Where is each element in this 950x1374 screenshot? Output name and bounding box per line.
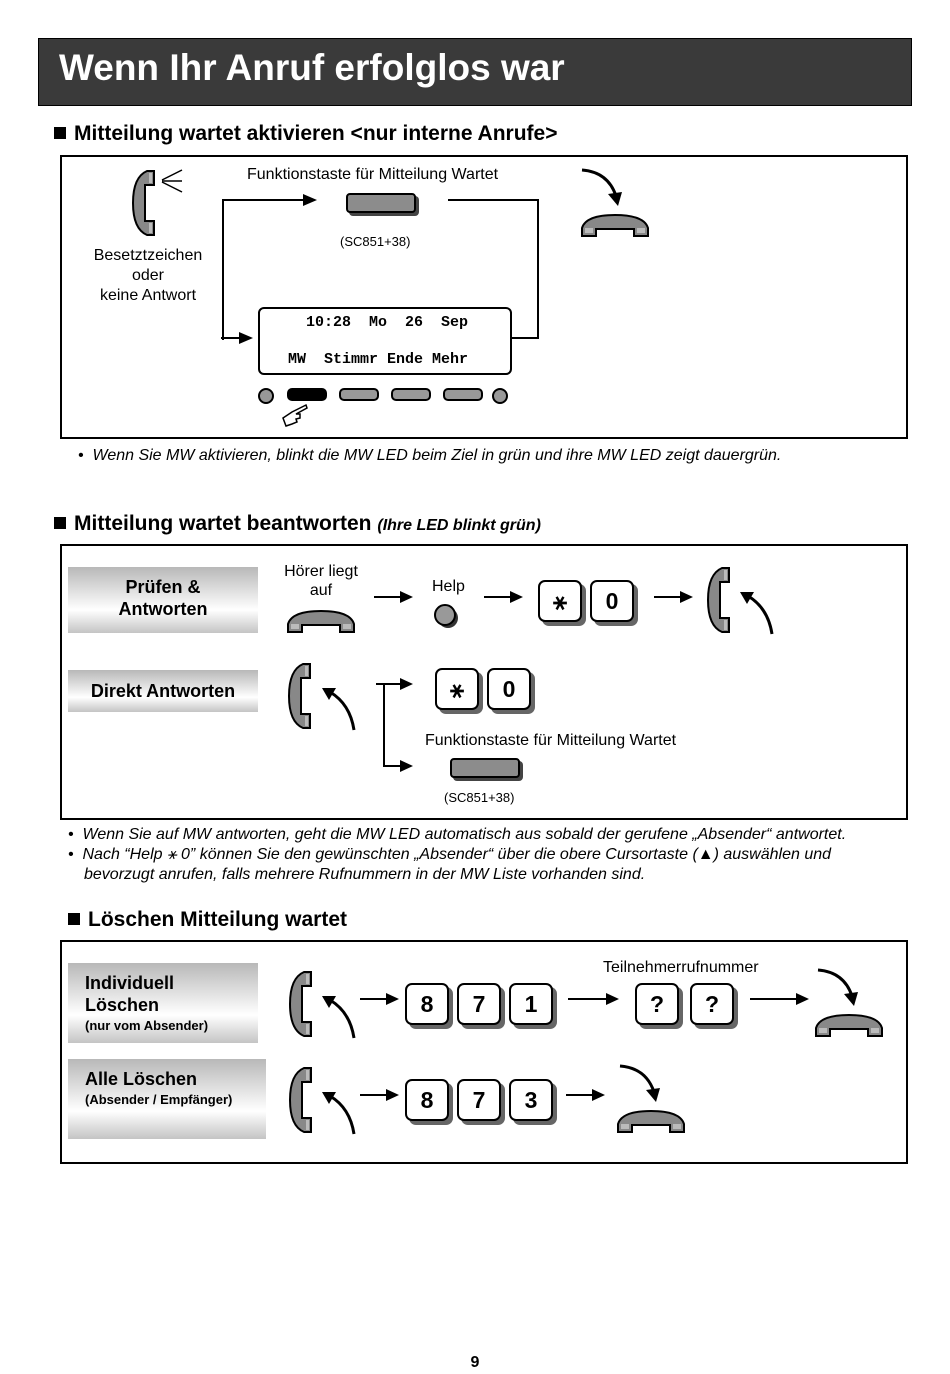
- key-3[interactable]: 3: [509, 1079, 553, 1121]
- handset-down-icon: [580, 212, 650, 238]
- fkey-label: Funktionstaste für Mitteilung Wartet: [247, 166, 499, 183]
- key-7[interactable]: 7: [457, 983, 501, 1025]
- arrow-right-icon: [654, 590, 694, 604]
- handset-up-icon: [287, 1066, 313, 1134]
- arrow-right-icon: [360, 992, 400, 1006]
- key-8[interactable]: 8: [405, 1079, 449, 1121]
- section3-heading: Löschen Mitteilung wartet: [68, 908, 347, 932]
- help-button[interactable]: [432, 602, 464, 632]
- delete-all-label: Alle Löschen (Absender / Empfänger): [68, 1059, 266, 1139]
- check-answer-label: Prüfen & Antworten: [68, 567, 258, 633]
- handset-down-icon: [814, 1012, 884, 1038]
- section1-heading: Mitteilung wartet aktivieren <nur interne Anrufe>: [54, 122, 557, 146]
- section2-note-2: • Nach “Help ⚹ 0” können Sie den gewünschten „Absender“ über die obere Cursortaste (▲) auswählen und: [68, 846, 832, 863]
- arrow-right-icon: [750, 992, 812, 1006]
- help-label: Help: [432, 578, 465, 595]
- lift-arrow-icon: [736, 588, 776, 636]
- lcd-display: [258, 307, 512, 375]
- handset-up-icon: [130, 168, 156, 238]
- square-bullet-icon: [68, 913, 80, 925]
- fkey-code: (SC851+38): [340, 234, 411, 249]
- hang-up-arrow-icon: [580, 166, 624, 210]
- hang-up-arrow-icon: [816, 966, 860, 1010]
- key-7[interactable]: 7: [457, 1079, 501, 1121]
- arrow-right-icon: [568, 992, 620, 1006]
- lift-arrow-icon: [318, 1088, 358, 1136]
- arrow-right-icon: [374, 590, 414, 604]
- handset-down-icon: [286, 608, 356, 634]
- section2-note-1: • Wenn Sie auf MW antworten, geht die MW LED automatisch aus sobald der gerufene „Absender“ antwortet.: [68, 826, 847, 843]
- lift-arrow-icon: [318, 684, 358, 732]
- busy-signal-icon: [160, 168, 186, 194]
- fkey-label: Funktionstaste für Mitteilung Wartet: [425, 732, 677, 749]
- lcd-line-1: 10:28 Mo 26 Sep: [306, 314, 469, 331]
- digit-key-unknown[interactable]: ?: [635, 983, 679, 1025]
- arrow-right-icon: [566, 1088, 606, 1102]
- fkey-code: (SC851+38): [444, 790, 515, 805]
- arrow-right-icon: [484, 590, 524, 604]
- hang-up-arrow-icon: [618, 1062, 662, 1106]
- handset-up-icon: [705, 566, 731, 634]
- pointing-hand-icon: [280, 402, 308, 428]
- page-title: Wenn Ihr Anruf erfolglos war: [59, 47, 565, 88]
- individual-delete-label: Individuell Löschen (nur vom Absender): [68, 963, 258, 1043]
- handset-up-icon: [287, 970, 313, 1038]
- mw-function-key[interactable]: [346, 193, 416, 213]
- section2-note-2-cont: bevorzugt anrufen, falls mehrere Rufnummern in der MW Liste vorhanden sind.: [84, 866, 646, 883]
- direct-answer-label: Direkt Antworten: [68, 670, 258, 712]
- star-key[interactable]: ⚹: [435, 668, 479, 710]
- lcd-line-2: MW Stimmr Ende Mehr: [288, 351, 469, 368]
- page-title-bar: [38, 38, 912, 106]
- digit-key-unknown[interactable]: ?: [690, 983, 734, 1025]
- square-bullet-icon: [54, 127, 66, 139]
- section1-note: • Wenn Sie MW aktivieren, blinkt die MW LED beim Ziel in grün und ihre MW LED zeigt dauergrün.: [78, 447, 782, 464]
- extension-number-label: Teilnehmerrufnummer: [603, 959, 759, 976]
- hoerer-liegt-auf-label: Hörer liegt auf: [284, 563, 358, 599]
- key-1[interactable]: 1: [509, 983, 553, 1025]
- section2-heading: Mitteilung wartet beantworten (Ihre LED blinkt grün): [54, 512, 541, 536]
- star-key[interactable]: ⚹: [538, 580, 582, 622]
- square-bullet-icon: [54, 517, 66, 529]
- handset-down-icon: [616, 1108, 686, 1134]
- branch-arrows: [372, 676, 422, 776]
- page-number: 9: [470, 1354, 480, 1371]
- mw-function-key[interactable]: [450, 758, 520, 778]
- handset-up-icon: [286, 662, 312, 730]
- zero-key[interactable]: 0: [487, 668, 531, 710]
- lift-arrow-icon: [318, 992, 358, 1040]
- key-8[interactable]: 8: [405, 983, 449, 1025]
- arrow-right-icon: [360, 1088, 400, 1102]
- zero-key[interactable]: 0: [590, 580, 634, 622]
- busy-label: Besetztzeichen oder keine Antwort: [93, 247, 203, 304]
